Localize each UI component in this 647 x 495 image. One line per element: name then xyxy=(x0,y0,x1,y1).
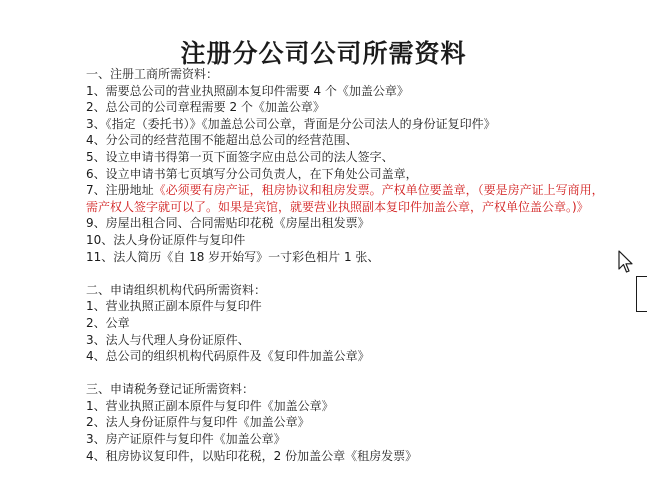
list-item: 11、法人简历《自 18 岁开始写》一寸彩色相片 1 张、 xyxy=(86,249,380,264)
list-item: 2、公章 xyxy=(86,315,130,330)
list-item: 3、《指定（委托书）》《加盖总公司公章，背面是分公司法人的身份证复印件》 xyxy=(86,116,496,131)
section-heading: 二、申请组织机构代码所需资料： xyxy=(86,282,267,297)
list-item: 10、法人身份证原件与复印件 xyxy=(86,232,246,247)
list-item-prefix: 7、注册地址 xyxy=(86,183,154,198)
list-item: 一、注册工商所需资料： xyxy=(86,67,219,81)
list-item: 3、房产证原件与复印件《加盖公章》 xyxy=(86,432,286,447)
list-item: 2、法人身份证原件与复印件《加盖公章》 xyxy=(86,415,310,430)
list-item: 1、需要总公司的营业执照副本复印件需要 4 个《加盖公章》 xyxy=(86,83,409,98)
caret-bottom-serif xyxy=(636,311,647,312)
list-item-highlight-text: 《必须要有房产证，租房协议和租房发票。产权单位要盖章，（要是房产证上写商用， xyxy=(153,183,604,198)
list-item: 5、设立申请书得第一页下面签字应由总公司的法人签字、 xyxy=(86,149,394,164)
spacer-line xyxy=(86,265,616,282)
list-item: 6、设立申请书第七页填写分公司负责人，在下角处公司盖章， xyxy=(86,166,418,181)
list-item: 3、法人与代理人身份证原件、 xyxy=(86,332,250,347)
list-item: 1、营业执照正副本原件与复印件 xyxy=(86,299,262,314)
text-caret xyxy=(636,276,647,312)
mouse-pointer-icon xyxy=(618,250,636,276)
caret-top-serif xyxy=(636,276,647,277)
section-heading: 三、申请税务登记证所需资料： xyxy=(86,382,255,397)
list-item-highlighted xyxy=(86,182,616,199)
list-item: 2、总公司的公司章程需要 2 个《加盖公章》 xyxy=(86,100,325,115)
list-item: 4、分公司的经营范围不能超出总公司的经营范围、 xyxy=(86,133,358,148)
list-item: 4、总公司的组织机构代码原件及《复印件加盖公章》 xyxy=(86,349,370,364)
page-title: 注册分公司公司所需资料 xyxy=(180,39,467,68)
document-body xyxy=(86,66,616,464)
list-item: 9、房屋出租合同、合同需贴印花税《房屋出租发票》 xyxy=(86,216,370,231)
list-item-highlight-continuation: 需产权人签字就可以了。如果是宾馆，就要营业执照副本复印件加盖公章，产权单位盖公章。)》 xyxy=(86,199,589,214)
list-item: 1、营业执照正副本原件与复印件《加盖公章》 xyxy=(86,398,334,413)
spacer-line xyxy=(86,365,616,382)
caret-stem xyxy=(636,276,637,312)
list-item: 4、租房协议复印件，以贴印花税，2 份加盖公章《租房发票》 xyxy=(86,448,418,463)
